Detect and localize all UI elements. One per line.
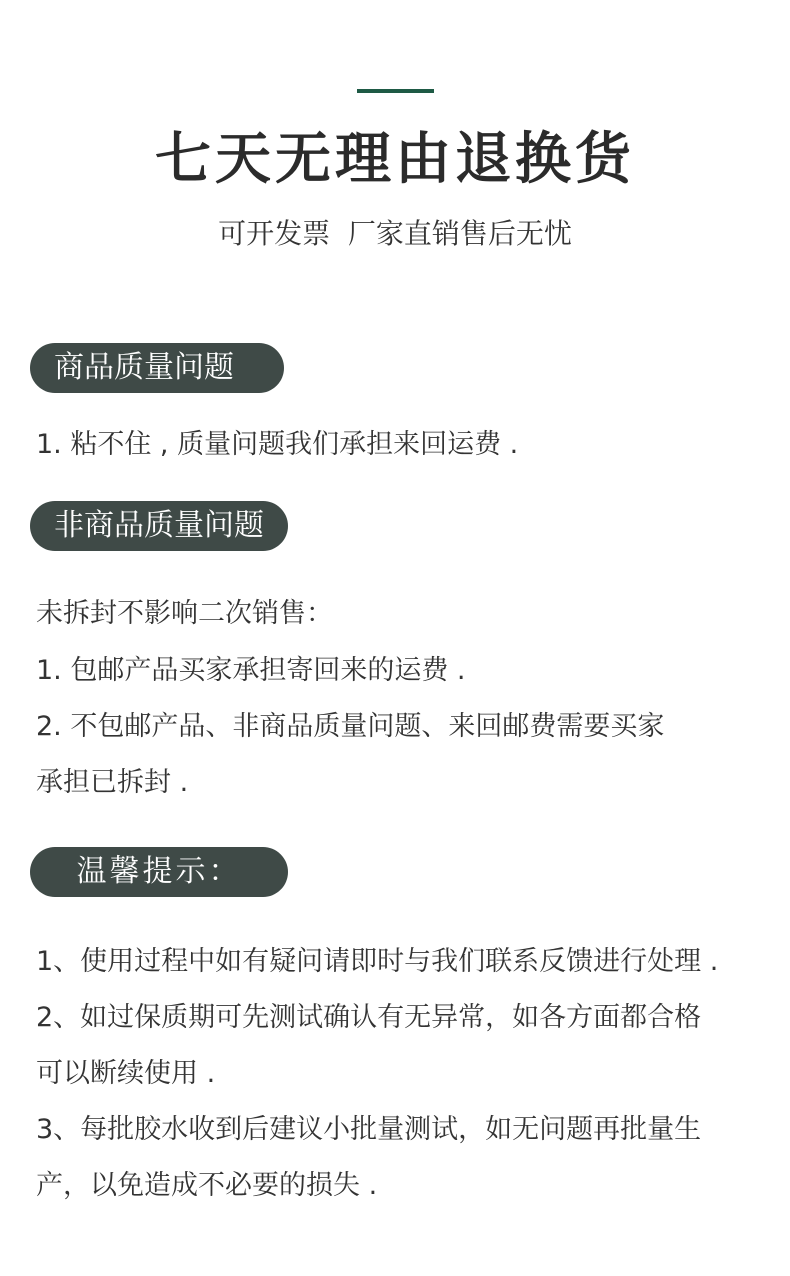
tips-line: 可以断续使用 . (36, 1058, 216, 1089)
page-title: 七天无理由退换货 (155, 127, 635, 192)
non-quality-issue-line: 1. 包邮产品买家承担寄回来的运费 . (36, 655, 466, 686)
title-accent-line (357, 89, 434, 93)
page-subtitle: 可开发票 厂家直销售后无忧 (218, 217, 572, 250)
section-badge-non-quality-issue: 非商品质量问题 (30, 501, 288, 551)
section-badge-quality-issue: 商品质量问题 (30, 343, 284, 393)
non-quality-issue-line: 2. 不包邮产品、非商品质量问题、来回邮费需要买家 (36, 711, 665, 742)
quality-issue-line: 1. 粘不住 , 质量问题我们承担来回运费 . (36, 429, 519, 460)
non-quality-issue-line: 承担已拆封 . (36, 767, 189, 798)
tips-line: 产，以免造成不必要的损失 . (36, 1170, 378, 1201)
tips-line: 3、每批胶水收到后建议小批量测试，如无问题再批量生 (36, 1114, 702, 1145)
section-badge-tips: 温馨提示： (30, 847, 288, 897)
non-quality-issue-line: 未拆封不影响二次销售： (36, 598, 333, 629)
tips-line: 1、使用过程中如有疑问请即时与我们联系反馈进行处理 . (36, 946, 719, 977)
tips-line: 2、如过保质期可先测试确认有无异常，如各方面都合格 (36, 1002, 702, 1033)
